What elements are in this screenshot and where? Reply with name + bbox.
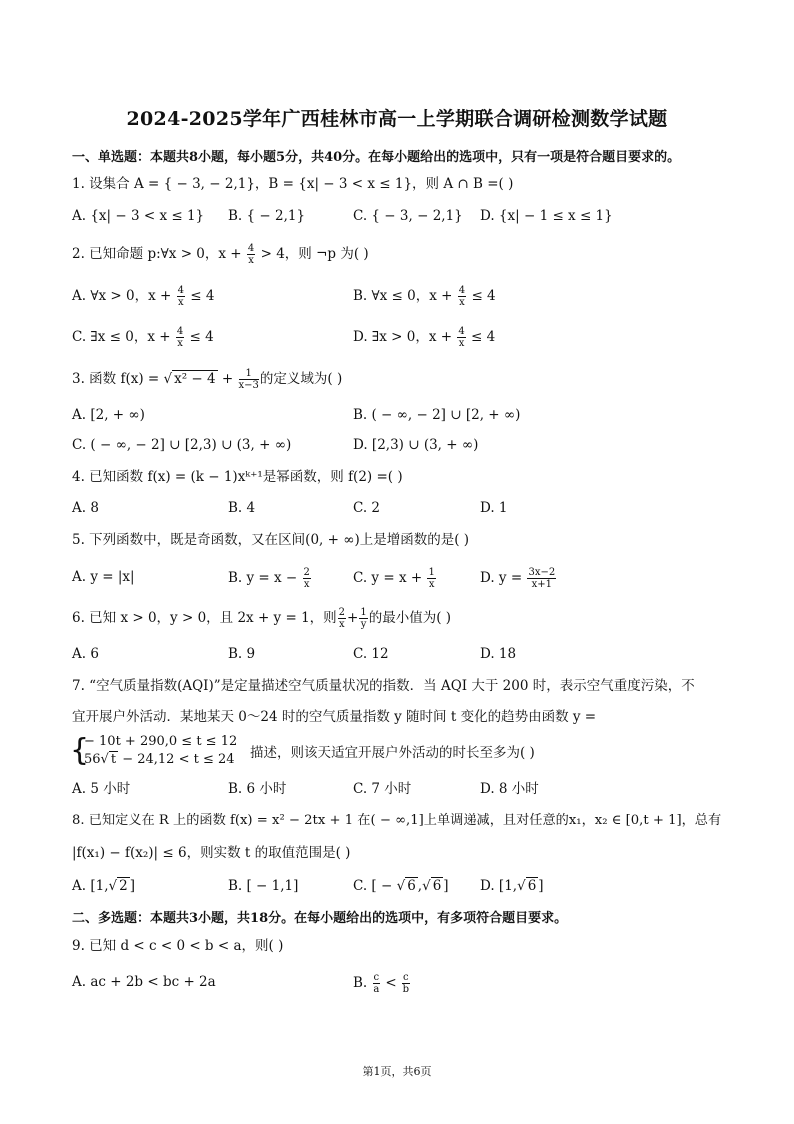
question-7-option-b: B. 6 小时 (228, 781, 287, 797)
question-7-option-a: A. 5 小时 (72, 781, 131, 797)
fraction (458, 285, 466, 308)
question-9-option-b (353, 972, 411, 995)
question-3-stem (72, 368, 342, 391)
option-text: B. y = x − (228, 570, 298, 586)
question-8-line-1: 8. 已知定义在 R 上的函数 f(x) = x² − 2tx + 1 在( − ∞,1]上单调递减，且对任意的x₁，x₂ ∈ [0,t + 1]，总有 (72, 813, 722, 828)
question-9-stem: 9. 已知 d < c < 0 < b < a，则( ) (72, 938, 284, 954)
exam-title: 2024-2025学年广西桂林市高一上学期联合调研检测数学试题 (126, 108, 668, 130)
option-text-tail: ] (129, 878, 135, 894)
piecewise-case-1: − 10t + 290,0 ≤ t ≤ 12 (84, 734, 238, 749)
fraction-denominator: b (402, 984, 410, 995)
fraction-denominator: x (459, 297, 465, 308)
plus-sign: + (221, 371, 234, 387)
page-footer: 第1页，共6页 (362, 1065, 432, 1078)
fraction-numerator: 2 (303, 567, 310, 578)
fraction-numerator: 4 (458, 285, 466, 296)
fraction (177, 285, 185, 308)
fraction-numerator: 4 (176, 326, 184, 337)
fraction-numerator: 1 (428, 567, 435, 578)
question-7-line-3: 描述，则该天适宜开展户外活动的时长至多为( ) (250, 745, 535, 761)
fraction (402, 972, 410, 995)
fraction-denominator: x−3 (238, 380, 259, 391)
fraction-denominator: x (339, 619, 345, 630)
question-8-option-b: B. [ − 1,1] (228, 878, 299, 894)
fraction (373, 972, 381, 995)
question-4-stem: 4. 已知函数 f(x) = (k − 1)xᵏ⁺¹是幂函数，则 f(2) =( ) (72, 469, 403, 485)
question-5-stem: 5. 下列函数中，既是奇函数，又在区间(0, + ∞)上是增函数的是( ) (72, 532, 470, 548)
question-6-stem-text: 6. 已知 x > 0，y > 0，且 2x + y = 1，则 (72, 610, 337, 626)
option-text: B. ∀x ≤ 0，x + (353, 288, 453, 304)
fraction-denominator: x+1 (531, 579, 553, 590)
question-8-option-d (480, 876, 544, 896)
question-8-option-c (353, 876, 449, 896)
question-8-line-2: |f(x₁) − f(x₂)| ≤ 6，则实数 t 的取值范围是( ) (72, 845, 351, 861)
piecewise-brace: { (70, 733, 90, 768)
question-3-option-b: B. ( − ∞, − 2] ∪ [2, + ∞) (353, 407, 521, 423)
fraction-numerator: c (403, 972, 409, 983)
question-9-option-a: A. ac + 2b < bc + 2a (72, 974, 216, 990)
question-7-line-2: 宜开展户外活动．某地某天 0～24 时的空气质量指数 y 随时间 t 变化的趋势由函数 y = (72, 709, 597, 725)
fraction-denominator: x (428, 579, 435, 590)
fraction-denominator: x (458, 338, 465, 349)
option-text: B. (353, 975, 368, 991)
question-4-option-d: D. 1 (480, 500, 508, 516)
question-6-option-b: B. 9 (228, 646, 256, 662)
option-text: C. ∃x ≤ 0，x + (72, 329, 171, 345)
fraction (457, 326, 465, 349)
question-4-option-a: A. 8 (72, 500, 99, 516)
fraction-denominator: a (373, 984, 380, 995)
question-3-stem-text: 3. 函数 f(x) = √ (72, 371, 173, 387)
fraction-numerator: 4 (177, 285, 184, 296)
fraction (247, 243, 255, 266)
question-2-option-d (353, 326, 495, 349)
option-text: C. [ − √ (353, 878, 406, 894)
option-text: D. [1,√ (480, 878, 526, 894)
fraction-denominator: x (177, 297, 184, 308)
section-single-choice-header: 一、单选题：本题共8小题，每小题5分，共40分。在每小题给出的选项中，只有一项是符合题目要求的。 (72, 150, 681, 165)
case-text: 56√ (84, 752, 109, 767)
sqrt-radicand: 6 (432, 878, 442, 894)
option-text-mid: ,√ (417, 878, 431, 894)
question-2-option-b (353, 285, 496, 308)
question-5-option-c (353, 567, 437, 590)
option-text: A. [1,√ (72, 878, 118, 894)
option-text-tail: ≤ 4 (471, 288, 496, 304)
question-1-stem: 1. 设集合 A = { − 3, − 2,1}，B = {x| − 3 < x ≤ 1}，则 A ∩ B =( ) (72, 176, 514, 192)
sqrt-radicand: 2 (119, 878, 128, 894)
fraction (527, 567, 556, 590)
fraction-denominator: x (177, 338, 183, 349)
fraction (176, 326, 184, 349)
sqrt-radicand: x² − 4 (174, 371, 216, 387)
question-5-option-a: A. y = |x| (72, 569, 135, 585)
sqrt-radicand: t (110, 752, 117, 767)
question-3-option-a: A. [2, + ∞) (72, 407, 145, 423)
option-text-tail: ] (443, 878, 449, 894)
option-text: A. ∀x > 0，x + (72, 288, 172, 304)
option-text: D. y = (480, 570, 523, 586)
option-text: D. ∃x > 0，x + (353, 329, 453, 345)
option-text-tail: ≤ 4 (190, 288, 215, 304)
case-text-tail: − 24,12 < t ≤ 24 (118, 752, 235, 767)
option-text: C. y = x + (353, 570, 423, 586)
question-7-option-d: D. 8 小时 (480, 781, 539, 797)
question-8-option-a (72, 876, 135, 896)
fraction-denominator: x (248, 255, 254, 266)
fraction-denominator: x (303, 579, 310, 590)
fraction-numerator: 4 (247, 243, 255, 254)
question-2-option-c (72, 326, 214, 349)
question-6-option-d: D. 18 (480, 646, 517, 662)
question-2-stem-tail: > 4，则 ¬p 为( ) (260, 246, 369, 262)
plus-sign: + (347, 610, 359, 626)
fraction-numerator: 3x−2 (528, 567, 556, 578)
question-2-stem (72, 243, 369, 266)
fraction-numerator: c (373, 972, 380, 983)
fraction (303, 567, 311, 590)
fraction-numerator: 4 (458, 326, 465, 337)
option-text-tail: ] (538, 878, 544, 894)
question-4-option-b: B. 4 (228, 500, 256, 516)
question-6-stem-tail: 的最小值为( ) (368, 610, 452, 626)
question-5-option-d (480, 567, 557, 590)
option-text-tail: ≤ 4 (471, 329, 496, 345)
question-1-option-a: A. {x| − 3 < x ≤ 1} (72, 208, 205, 224)
question-4-option-c: C. 2 (353, 500, 381, 516)
fraction-numerator: 2 (338, 607, 346, 618)
question-6-stem (72, 607, 451, 630)
fraction (239, 368, 259, 391)
question-6-option-c: C. 12 (353, 646, 389, 662)
question-1-option-d: D. {x| − 1 ≤ x ≤ 1} (480, 208, 613, 224)
question-3-option-d: D. [2,3) ∪ (3, + ∞) (353, 437, 479, 453)
question-7-option-c: C. 7 小时 (353, 781, 412, 797)
question-1-option-b: B. { − 2,1} (228, 208, 306, 224)
fraction-numerator: 1 (239, 368, 259, 380)
piecewise-case-2 (84, 751, 235, 768)
question-2-stem-text: 2. 已知命题 p:∀x > 0，x + (72, 246, 242, 262)
sqrt-radicand: 6 (527, 878, 537, 894)
question-2-option-a (72, 285, 214, 308)
fraction (427, 567, 435, 590)
question-3-stem-tail: 的定义域为( ) (259, 371, 343, 387)
fraction (338, 607, 346, 630)
question-3-option-c: C. ( − ∞, − 2] ∪ [2,3) ∪ (3, + ∞) (72, 437, 292, 453)
fraction-numerator: 1 (360, 607, 367, 618)
option-text-tail: ≤ 4 (189, 329, 214, 345)
fraction (359, 607, 367, 630)
question-1-option-c: C. { − 3, − 2,1} (353, 208, 463, 224)
question-7-line-1: 7. “空气质量指数(AQI)”是定量描述空气质量状况的指数．当 AQI 大于 200 时，表示空气重度污染，不 (72, 678, 695, 694)
less-than-sign: < (385, 975, 397, 991)
question-6-option-a: A. 6 (72, 646, 99, 662)
section-multiple-choice-header: 二、多选题：本题共3小题，共18分。在每小题给出的选项中，有多项符合题目要求。 (72, 911, 568, 926)
sqrt-radicand: 6 (407, 878, 416, 894)
fraction-denominator: y (360, 619, 367, 630)
question-5-option-b (228, 567, 312, 590)
